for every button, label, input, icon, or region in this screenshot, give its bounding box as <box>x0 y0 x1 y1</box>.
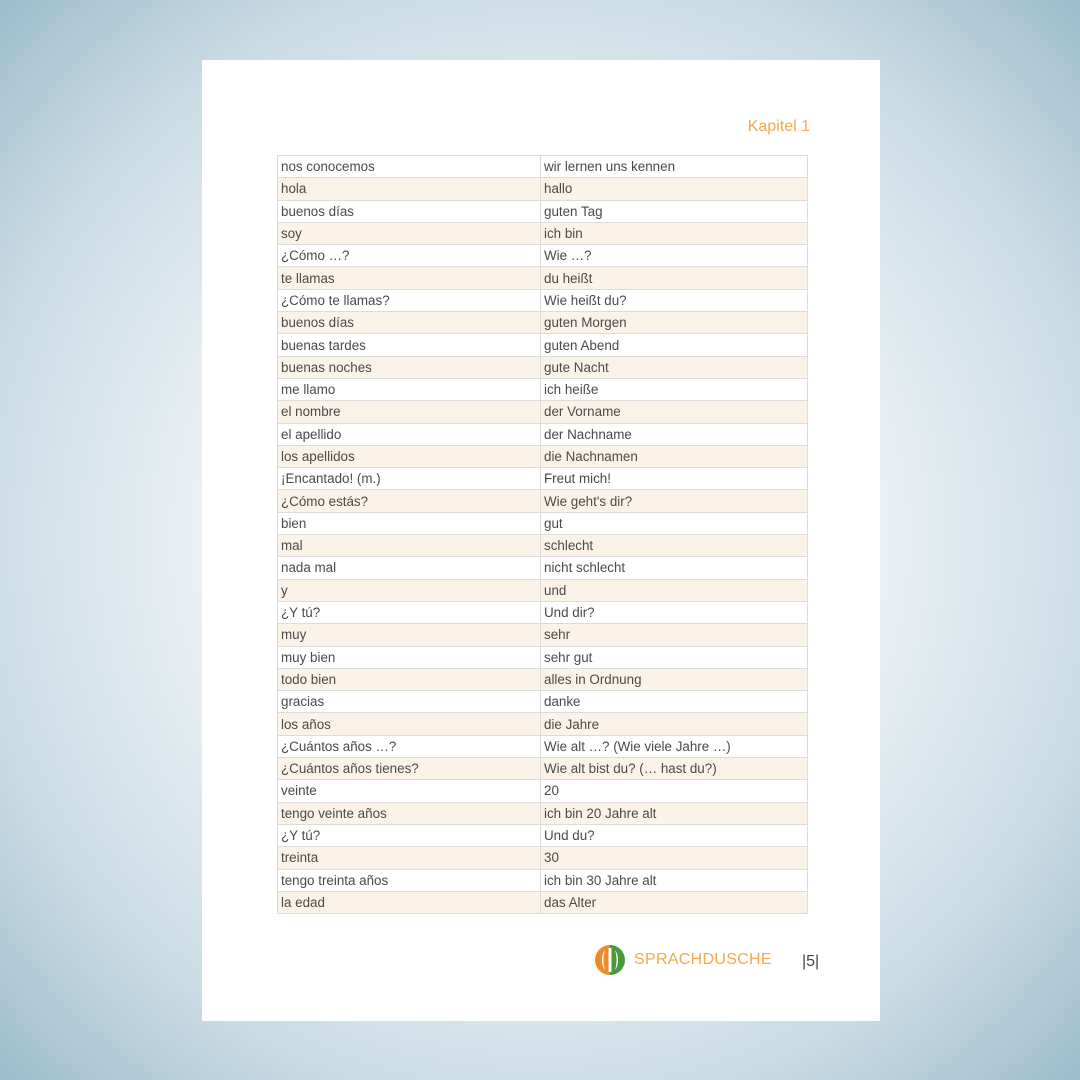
document-page <box>202 60 880 1021</box>
spanish-term: tengo veinte años <box>278 802 541 824</box>
german-translation: Und du? <box>541 824 808 846</box>
table-row <box>278 847 808 869</box>
spanish-term: los años <box>278 713 541 735</box>
table-row <box>278 780 808 802</box>
german-translation: ich bin <box>541 222 808 244</box>
german-translation: danke <box>541 691 808 713</box>
german-translation: Und dir? <box>541 601 808 623</box>
spanish-term: buenos días <box>278 200 541 222</box>
german-translation: guten Abend <box>541 334 808 356</box>
table-row <box>278 869 808 891</box>
table-row <box>278 289 808 311</box>
german-translation: Wie …? <box>541 245 808 267</box>
spanish-term: muy bien <box>278 646 541 668</box>
table-row <box>278 178 808 200</box>
table-row <box>278 557 808 579</box>
spanish-term: la edad <box>278 891 541 913</box>
german-translation: der Vorname <box>541 401 808 423</box>
german-translation: gut <box>541 512 808 534</box>
german-translation: die Nachnamen <box>541 445 808 467</box>
spanish-term: hola <box>278 178 541 200</box>
spanish-term: ¿Cómo te llamas? <box>278 289 541 311</box>
spanish-term: nos conocemos <box>278 156 541 178</box>
spanish-term: veinte <box>278 780 541 802</box>
spanish-term: te llamas <box>278 267 541 289</box>
table-row <box>278 245 808 267</box>
table-row <box>278 334 808 356</box>
table-row <box>278 490 808 512</box>
page-number: |5| <box>802 953 820 970</box>
spanish-term: bien <box>278 512 541 534</box>
spanish-term: y <box>278 579 541 601</box>
spanish-term: ¡Encantado! (m.) <box>278 468 541 490</box>
table-row <box>278 156 808 178</box>
german-translation: guten Tag <box>541 200 808 222</box>
spanish-term: buenas tardes <box>278 334 541 356</box>
spanish-term: tengo treinta años <box>278 869 541 891</box>
table-row <box>278 601 808 623</box>
table-row <box>278 735 808 757</box>
table-row <box>278 624 808 646</box>
footer-logo <box>594 944 772 976</box>
spanish-term: muy <box>278 624 541 646</box>
table-row <box>278 267 808 289</box>
spanish-term: buenos días <box>278 312 541 334</box>
table-row <box>278 646 808 668</box>
spanish-term: los apellidos <box>278 445 541 467</box>
german-translation: Wie alt bist du? (… hast du?) <box>541 758 808 780</box>
spanish-term: todo bien <box>278 668 541 690</box>
spanish-term: ¿Y tú? <box>278 824 541 846</box>
spanish-term: ¿Cómo estás? <box>278 490 541 512</box>
spanish-term: el nombre <box>278 401 541 423</box>
vocabulary-table-body <box>278 156 808 914</box>
table-row <box>278 668 808 690</box>
german-translation: ich bin 30 Jahre alt <box>541 869 808 891</box>
table-row <box>278 312 808 334</box>
sprachdusche-logo-icon <box>594 944 626 976</box>
spanish-term: soy <box>278 222 541 244</box>
german-translation: alles in Ordnung <box>541 668 808 690</box>
table-row <box>278 445 808 467</box>
german-translation: das Alter <box>541 891 808 913</box>
german-translation: ich heiße <box>541 378 808 400</box>
german-translation: und <box>541 579 808 601</box>
table-row <box>278 758 808 780</box>
table-row <box>278 200 808 222</box>
table-row <box>278 691 808 713</box>
german-translation: ich bin 20 Jahre alt <box>541 802 808 824</box>
spanish-term: ¿Cuántos años tienes? <box>278 758 541 780</box>
german-translation: Wie alt …? (Wie viele Jahre …) <box>541 735 808 757</box>
german-translation: nicht schlecht <box>541 557 808 579</box>
table-row <box>278 802 808 824</box>
german-translation: wir lernen uns kennen <box>541 156 808 178</box>
chapter-heading: Kapitel 1 <box>747 118 810 135</box>
spanish-term: treinta <box>278 847 541 869</box>
spanish-term: mal <box>278 535 541 557</box>
german-translation: sehr gut <box>541 646 808 668</box>
german-translation: die Jahre <box>541 713 808 735</box>
table-row <box>278 378 808 400</box>
table-row <box>278 535 808 557</box>
german-translation: der Nachname <box>541 423 808 445</box>
table-row <box>278 423 808 445</box>
german-translation: du heißt <box>541 267 808 289</box>
table-row <box>278 891 808 913</box>
table-row <box>278 401 808 423</box>
spanish-term: me llamo <box>278 378 541 400</box>
german-translation: hallo <box>541 178 808 200</box>
table-row <box>278 713 808 735</box>
spanish-term: nada mal <box>278 557 541 579</box>
spanish-term: buenas noches <box>278 356 541 378</box>
table-row <box>278 824 808 846</box>
german-translation: Wie geht's dir? <box>541 490 808 512</box>
spanish-term: ¿Cuántos años …? <box>278 735 541 757</box>
table-row <box>278 512 808 534</box>
spanish-term: ¿Cómo …? <box>278 245 541 267</box>
table-row <box>278 579 808 601</box>
german-translation: sehr <box>541 624 808 646</box>
table-row <box>278 468 808 490</box>
spanish-term: ¿Y tú? <box>278 601 541 623</box>
german-translation: gute Nacht <box>541 356 808 378</box>
german-translation: Wie heißt du? <box>541 289 808 311</box>
german-translation: 30 <box>541 847 808 869</box>
german-translation: Freut mich! <box>541 468 808 490</box>
spanish-term: gracias <box>278 691 541 713</box>
vocabulary-table <box>277 155 808 914</box>
table-row <box>278 356 808 378</box>
table-row <box>278 222 808 244</box>
german-translation: schlecht <box>541 535 808 557</box>
spanish-term: el apellido <box>278 423 541 445</box>
brand-name: SPRACHDUSCHE <box>634 951 772 968</box>
german-translation: guten Morgen <box>541 312 808 334</box>
german-translation: 20 <box>541 780 808 802</box>
